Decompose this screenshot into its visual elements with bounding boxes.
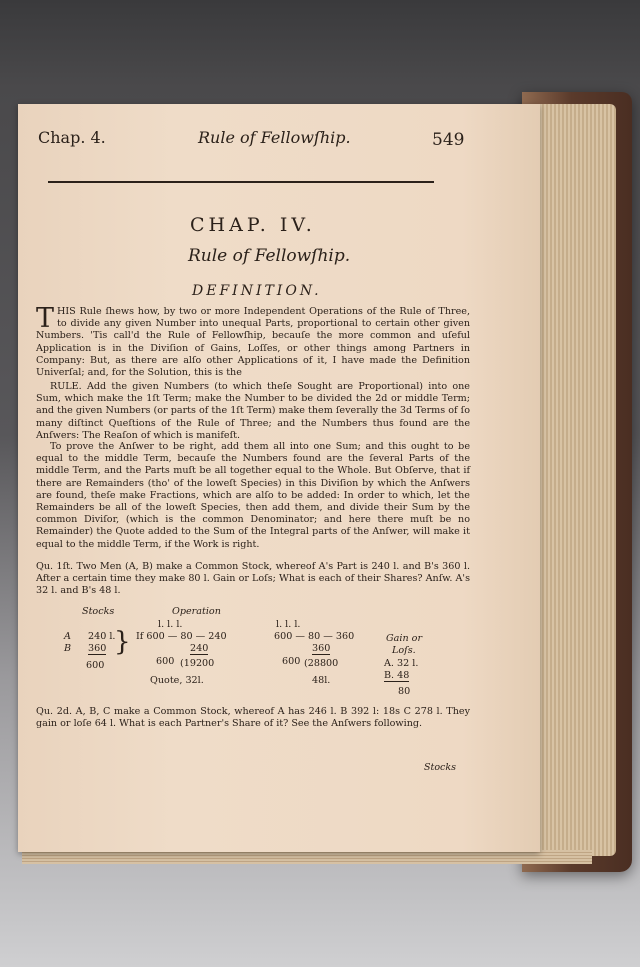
units-row-1: l. l. l. (158, 619, 183, 630)
multiplier-1: 240 (190, 643, 209, 654)
multiplier-2: 360 (312, 643, 331, 654)
gain-total: 80 (398, 686, 411, 697)
operation-label: Operation (172, 606, 221, 617)
definition-paragraph (36, 303, 470, 379)
divisor-1: 600 (156, 656, 175, 667)
divisor-2: 600 (282, 656, 301, 667)
page-number: 549 (432, 130, 465, 150)
brace-symbol: } (114, 627, 131, 657)
page-bottom-edges (22, 850, 592, 864)
catchword: Stocks (424, 762, 456, 773)
product-2: (28800 (304, 658, 339, 669)
running-title: Rule of Fellowſhip. (198, 128, 351, 147)
stock-a-value: 240 l. (88, 631, 116, 642)
gain-a: A. 32 l. (384, 658, 419, 669)
loss-label: Loſs. (392, 645, 416, 656)
drop-cap: T (36, 303, 55, 334)
units-row-2: l. l. l. (276, 619, 301, 630)
stock-total: 600 (86, 660, 105, 671)
line-2: 600 — 80 — 360 (274, 631, 355, 642)
chapter-title: CHAP. IV. (190, 214, 316, 236)
prove-paragraph: To prove the Anſwer to be right, add them all into one Sum; and this ought to be equal to the middle Term, becauſe the Numbers found are the ſeveral Parts of the middle Term, and the Parts muſt be all together equal to the Whole. But Obſerve, that if there are Remainders (tho' of the loweſt Species) in this Diviſion by which the Anſwers are found, theſe make Fractions, which are alſo to be added: In order to which, let the Remainders be all of the loweſt Species, then add them, and divide their Sum by the common Diviſor, (which is the common Denominator; and here there muſt be no Remainder) the Quote added to the Sum of the Integral parts of the Anſwer, will make it equal to the middle Term, if the Work is right. (36, 441, 470, 550)
stock-a-label: A (64, 631, 71, 642)
definition-text: HIS Rule ſhews how, by two or more Independent Operations of the Rule of Three, to divide any given Number into unequal Parts, proportional to certain other given Numbers. 'Tis call'd the Rule of Fellowſhip, becauſe the more common and uſeful Application is in the Diviſion of Gains, Loſſes, or other things among Partners in Company: But, as there are alſo other Applications of it, I have made the Definition Univerſal; and, for the Solution, this is the (36, 306, 470, 379)
question-1: Qu. 1ſt. Two Men (A, B) make a Common Stock, whereof A's Part is 240 l. and B's 360 l. After a certain time they make 80 l. Gain or Loſs; What is each of their Shares? Anſw. A's 32 l. and B's 48 l. (36, 561, 470, 597)
gain-b: B. 48 (384, 670, 410, 681)
stock-b-value: 360 (88, 643, 107, 654)
product-1: (19200 (180, 658, 215, 669)
stock-b-label: B (64, 643, 72, 654)
gain-label: Gain or (386, 633, 423, 644)
rule-paragraph: RULE. Add the given Numbers (to which theſe Sought are Proportional) into one Sum, which make the 1ſt Term; make the Number to be divided the 2d or middle Term; and the given Numbers (or parts of the 1ſt Term) make them ſeverally the 3d Terms of ſo many diſtinct Queſtions of the Rule of Three; and the Numbers thus found are the Anſwers: The Reaſon of which is manifeſt. (36, 381, 470, 441)
question-2: Qu. 2d. A, B, C make a Common Stock, whereof A has 246 l. B 392 l: 18s C 278 l. They gain or loſe 64 l. What is each Partner's Share of it? See the Anſwers following. (36, 706, 470, 730)
chapter-subtitle: Rule of Fellowſhip. (188, 246, 351, 266)
stocks-label: Stocks (82, 606, 115, 617)
chapter-header: Chap. 4. (38, 128, 106, 147)
header-rule (48, 181, 434, 183)
quote-1: Quote, 32l. (150, 675, 204, 686)
definition-heading: DEFINITION. (192, 283, 322, 299)
result-2: 48l. (312, 675, 331, 686)
if-line: If 600 — 80 — 240 (136, 631, 227, 642)
